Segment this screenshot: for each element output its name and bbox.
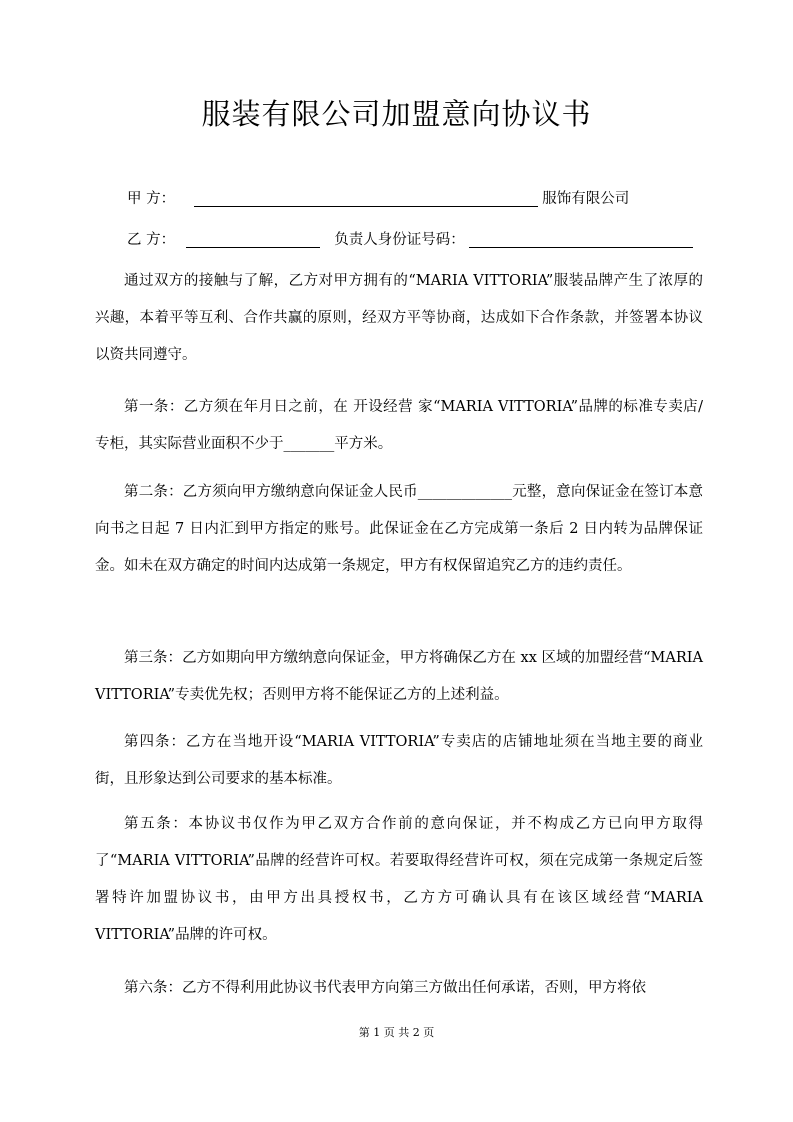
party-b-id-blank — [469, 231, 693, 248]
paragraph-article-2: 第二条：乙方须向甲方缴纳意向保证金人民币_____________元整，意向保证金在签订本意向书之日起 7 日内汇到甲方指定的账号。此保证金在乙方完成第一条后 2 日内转为品牌保证金。如未在双方确定的时间内达成第一条规定，甲方有权保留追究乙方的违约责任。 — [95, 484, 703, 574]
paragraph-intro: 通过双方的接触与了解，乙方对甲方拥有的“MARIA VITTORIA”服装品牌产生了浓厚的兴趣，本着平等互利、合作共赢的原则，经双方平等协商，达成如下合作条款，并签署本协议以资共同遵守。 — [95, 273, 703, 363]
document-title: 服装有限公司加盟意向协议书 — [201, 97, 592, 131]
paragraph-article-5: 第五条：本协议书仅作为甲乙双方合作前的意向保证，并不构成乙方已向甲方取得了“MARIA VITTORIA”品牌的经营许可权。若要取得经营许可权，须在完成第一条规定后签署特许加盟协议书，由甲方出具授权书，乙方方可确认具有在该区域经营“MARIA VITTORIA”品牌的许可权。 — [95, 816, 703, 943]
party-b-line — [127, 229, 693, 251]
party-a-line — [127, 188, 629, 210]
party-a-suffix: 服饰有限公司 — [542, 191, 630, 207]
party-a-label: 甲 方： — [127, 191, 176, 207]
paragraph-article-4: 第四条：乙方在当地开设“MARIA VITTORIA”专卖店的店铺地址须在当地主要的商业街，且形象达到公司要求的基本标准。 — [95, 734, 703, 787]
party-a-blank — [194, 190, 538, 207]
page-number-footer: 第 1 页 共 2 页 — [358, 1026, 435, 1039]
party-b-blank — [186, 231, 320, 248]
paragraph-article-3: 第三条：乙方如期向甲方缴纳意向保证金，甲方将确保乙方在 xx 区域的加盟经营“MARIA VITTORIA”专卖优先权；否则甲方将不能保证乙方的上述利益。 — [95, 650, 703, 703]
paragraph-article-6: 第六条：乙方不得利用此协议书代表甲方向第三方做出任何承诺，否则，甲方将依 — [124, 980, 646, 996]
paragraph-article-1: 第一条：乙方须在年月日之前，在 开设经营 家“MARIA VITTORIA”品牌的标准专卖店/专柜，其实际营业面积不少于_______平方米。 — [95, 399, 703, 452]
party-b-id-label: 负责人身份证号码： — [334, 232, 465, 248]
party-b-label: 乙 方： — [127, 232, 176, 248]
